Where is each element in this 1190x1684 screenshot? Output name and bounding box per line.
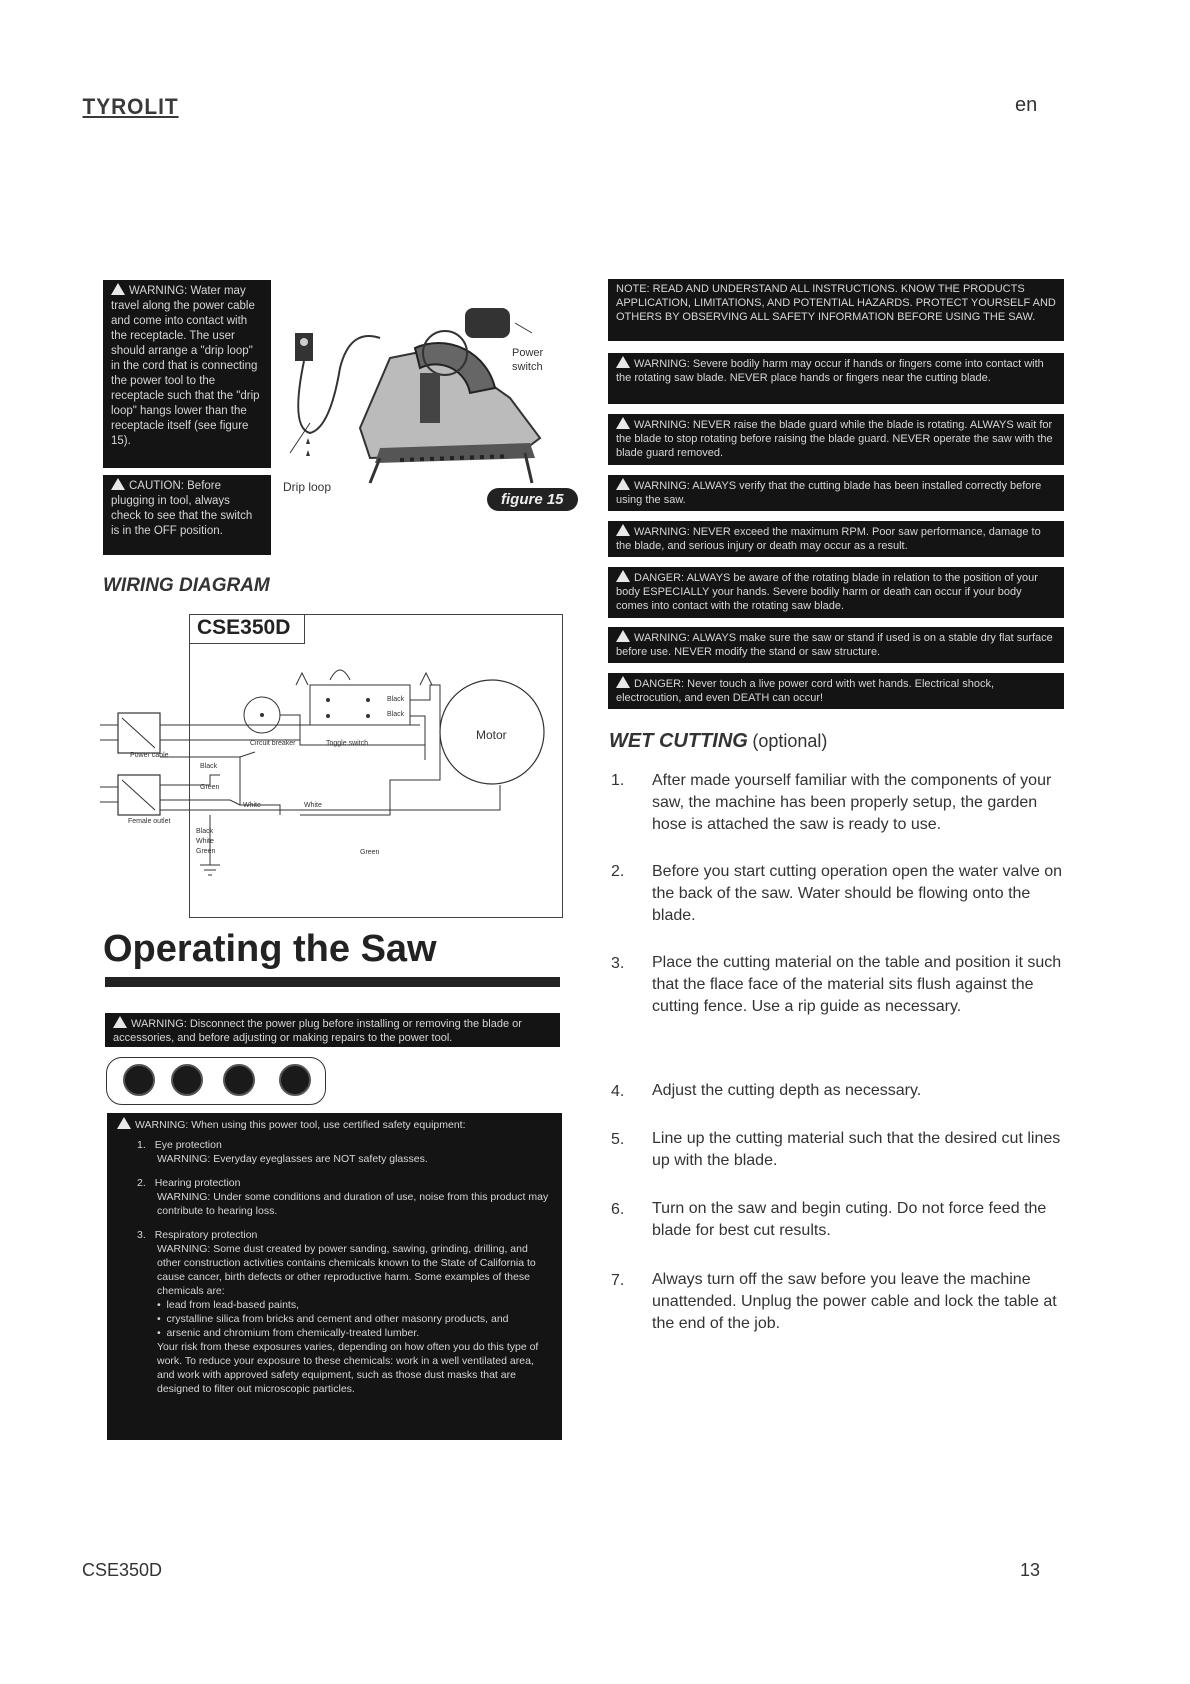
step-text: Place the cutting material on the table and position it such that the flace face of the material sits flush against the cutting fence. Use a rip guide as necessary. bbox=[652, 954, 1062, 1015]
step-text: Adjust the cutting depth as necessary. bbox=[652, 1082, 922, 1099]
safety-item-warning: WARNING: Under some conditions and duration of use, noise from this product may contribute to hearing loss. bbox=[157, 1191, 549, 1217]
footer-page-number: 13 bbox=[1020, 1560, 1041, 1580]
warning-triangle-icon bbox=[111, 283, 125, 295]
brand-logo: TYROLIT bbox=[82, 94, 179, 119]
warning-text-4: WARNING: NEVER exceed the maximum RPM. Poor saw performance, damage to the blade, and serious injury or death may occur as a result. bbox=[616, 526, 1041, 552]
label-toggle-switch: Toggle switch bbox=[326, 740, 369, 747]
bullet-item: • arsenic and chromium from chemically-treated lumber. bbox=[157, 1327, 420, 1339]
language-code: en bbox=[1015, 94, 1038, 116]
warning-water-box bbox=[103, 280, 271, 468]
warning-disconnect-text: WARNING: Disconnect the power plug before installing or removing the blade or accessories, and before adjusting or making repairs to the power tool. bbox=[113, 1018, 522, 1044]
step-text: Turn on the saw and begin cuting. Do not force feed the blade for best cut results. bbox=[652, 1200, 1047, 1239]
warning-box-2 bbox=[608, 414, 1064, 465]
step-number: 4. bbox=[611, 1083, 625, 1100]
safety-item-num: 2. bbox=[137, 1177, 146, 1189]
note-box bbox=[608, 279, 1064, 341]
wet-cutting-optional: (optional) bbox=[752, 731, 828, 751]
receptacle-icon bbox=[295, 333, 313, 361]
warning-triangle-icon bbox=[113, 1016, 127, 1028]
label-wire-green-3: Green bbox=[360, 849, 380, 856]
warning-box-1 bbox=[608, 353, 1064, 404]
warning-triangle-icon bbox=[616, 356, 630, 368]
label-female-outlet: Female outlet bbox=[128, 818, 171, 825]
warning-text-1: WARNING: Severe bodily harm may occur if hands or fingers come into contact with the rotating saw blade. NEVER place hands or fingers near the cutting blade. bbox=[616, 358, 1044, 384]
warning-triangle-icon bbox=[616, 524, 630, 536]
wiring-model: CSE350D bbox=[189, 614, 305, 644]
caution-plug-text: CAUTION: Before plugging in tool, always check to see that the switch is in the OFF position. bbox=[111, 480, 253, 537]
label-wire-green-2: Green bbox=[196, 848, 216, 855]
warning-triangle-icon bbox=[117, 1117, 131, 1129]
warning-disconnect-box bbox=[105, 1013, 560, 1047]
danger-text-2: DANGER: Never touch a live power cord with wet hands. Electrical shock, electrocution, and even DEATH can occur! bbox=[616, 678, 995, 704]
warning-text-5: WARNING: ALWAYS make sure the saw or stand if used is on a stable dry flat surface before use. NEVER modify the stand or saw structure. bbox=[616, 632, 1053, 658]
bullet-text: lead from lead-based paints, bbox=[166, 1299, 300, 1311]
wiring-schematic bbox=[100, 640, 570, 910]
danger-text-1: DANGER: ALWAYS be aware of the rotating blade in relation to the position of your body ESPECIALLY your hands. Severe bodily harm or death can occur if your body comes into contact with the rotating saw blade. bbox=[616, 572, 1038, 612]
label-wire-white-2: White bbox=[304, 802, 322, 809]
label-power-switch-1: Power bbox=[512, 347, 544, 359]
bullet-text: crystalline silica from bricks and cement and other masonry products, and bbox=[166, 1313, 509, 1325]
safety-risk-text: Your risk from these exposures varies, depending on how often you do this type of work. To reduce your exposure to these chemicals: work in a well ventilated area, and work with approved safety equipment, such as those dust masks that are designed to filter out microscopic particles. bbox=[157, 1341, 539, 1395]
bullet-text: arsenic and chromium from chemically-treated lumber. bbox=[166, 1327, 420, 1339]
warning-text-2: WARNING: NEVER raise the blade guard while the blade is rotating. ALWAYS wait for the blade to stop rotating before raising the blade guard. NEVER operate the saw with the blade guard removed. bbox=[616, 419, 1053, 459]
danger-box-2 bbox=[608, 673, 1064, 709]
warning-triangle-icon bbox=[616, 417, 630, 429]
label-drip-loop: Drip loop bbox=[283, 480, 332, 494]
safety-item-title: Eye protection bbox=[154, 1139, 222, 1151]
face-shield-icon bbox=[171, 1064, 203, 1096]
safety-item bbox=[137, 1176, 552, 1218]
warning-box-3 bbox=[608, 475, 1064, 511]
footer-model: CSE350D bbox=[82, 1560, 163, 1580]
label-wire-black-4: Black bbox=[196, 828, 214, 835]
warning-text-3: WARNING: ALWAYS verify that the cutting blade has been installed correctly before using the saw. bbox=[616, 480, 1042, 506]
safety-item bbox=[137, 1138, 552, 1166]
warning-triangle-icon bbox=[616, 630, 630, 642]
safety-item-num: 3. bbox=[137, 1229, 146, 1241]
step-text: Before you start cutting operation open the water valve on the back of the saw. Water should be flowing onto the blade. bbox=[652, 863, 1063, 924]
step-number: 3. bbox=[611, 955, 625, 972]
safety-item-title: Hearing protection bbox=[154, 1177, 241, 1189]
step-number: 6. bbox=[611, 1201, 625, 1218]
ear-protection-icon bbox=[223, 1064, 255, 1096]
bullet-item: • crystalline silica from bricks and cement and other masonry products, and bbox=[157, 1313, 509, 1325]
label-power-switch-2: switch bbox=[512, 361, 543, 373]
warning-triangle-icon bbox=[616, 676, 630, 688]
ppe-icons-panel bbox=[106, 1057, 326, 1105]
wiring-diagram-title: WIRING DIAGRAM bbox=[103, 575, 270, 596]
warning-triangle-icon bbox=[616, 570, 630, 582]
safety-equipment-box bbox=[107, 1113, 562, 1440]
safety-item-title: Respiratory protection bbox=[154, 1229, 258, 1241]
warning-water-text: WARNING: Water may travel along the power cable and come into contact with the receptacle. The user should arrange a "drip loop" in the cord that is connecting the power tool to the receptacle such that the "drip loop" hangs lower than the receptacle itself (see figure 15). bbox=[111, 285, 260, 447]
dust-mask-icon bbox=[279, 1064, 311, 1096]
note-text: NOTE: READ AND UNDERSTAND ALL INSTRUCTIONS. KNOW THE PRODUCTS APPLICATION, LIMITATIONS, AND POTENTIAL HAZARDS. PROTECT YOURSELF AND OTHERS BY OBSERVING ALL SAFETY INFORMATION BEFORE USING THE SAW. bbox=[616, 283, 1056, 323]
warning-triangle-icon bbox=[111, 478, 125, 490]
safety-item-num: 1. bbox=[137, 1139, 146, 1151]
title-rule bbox=[105, 977, 560, 987]
wet-cutting-title: WET CUTTING bbox=[609, 730, 748, 752]
label-motor: Motor bbox=[476, 728, 507, 742]
safety-glasses-icon bbox=[123, 1064, 155, 1096]
label-wire-white: White bbox=[243, 802, 261, 809]
warning-box-5 bbox=[608, 627, 1064, 663]
figure-15-tag: figure 15 bbox=[487, 488, 578, 511]
label-power-cable: Power cable bbox=[130, 752, 169, 759]
safety-item-warning: WARNING: Some dust created by power sanding, sawing, grinding, drilling, and other construction activities contains chemicals known to the State of California to cause cancer, birth defects or other reproductive harm. Some examples of these chemicals are: bbox=[157, 1243, 536, 1297]
step-number: 5. bbox=[611, 1131, 625, 1148]
label-wire-black-3: Black bbox=[387, 711, 405, 718]
operating-title: Operating the Saw bbox=[103, 928, 437, 970]
safety-item-warning: WARNING: Everyday eyeglasses are NOT safety glasses. bbox=[157, 1153, 428, 1165]
caution-plug-box bbox=[103, 475, 271, 555]
warning-box-4 bbox=[608, 521, 1064, 557]
danger-box-1 bbox=[608, 567, 1064, 618]
label-circuit-breaker: Circuit breaker bbox=[250, 740, 296, 747]
wet-cutting-heading bbox=[609, 730, 827, 753]
label-wire-green: Green bbox=[200, 784, 220, 791]
label-wire-black: Black bbox=[200, 763, 218, 770]
step-text: Always turn off the saw before you leave the machine unattended. Unplug the power cable and lock the table at the end of the job. bbox=[652, 1271, 1057, 1332]
step-text: Line up the cutting material such that the desired cut lines up with the blade. bbox=[652, 1130, 1061, 1169]
step-number: 1. bbox=[611, 772, 625, 789]
step-number: 7. bbox=[611, 1272, 625, 1289]
label-wire-white-3: White bbox=[196, 838, 214, 845]
label-wire-black-2: Black bbox=[387, 696, 405, 703]
step-number: 2. bbox=[611, 863, 625, 880]
safety-intro: WARNING: When using this power tool, use certified safety equipment: bbox=[135, 1119, 466, 1131]
safety-item bbox=[137, 1228, 552, 1396]
step-text: After made yourself familiar with the components of your saw, the machine has been properly setup, the garden hose is attached the saw is ready to use. bbox=[652, 772, 1052, 833]
warning-triangle-icon bbox=[616, 478, 630, 490]
bullet-item: • lead from lead-based paints, bbox=[157, 1299, 300, 1311]
